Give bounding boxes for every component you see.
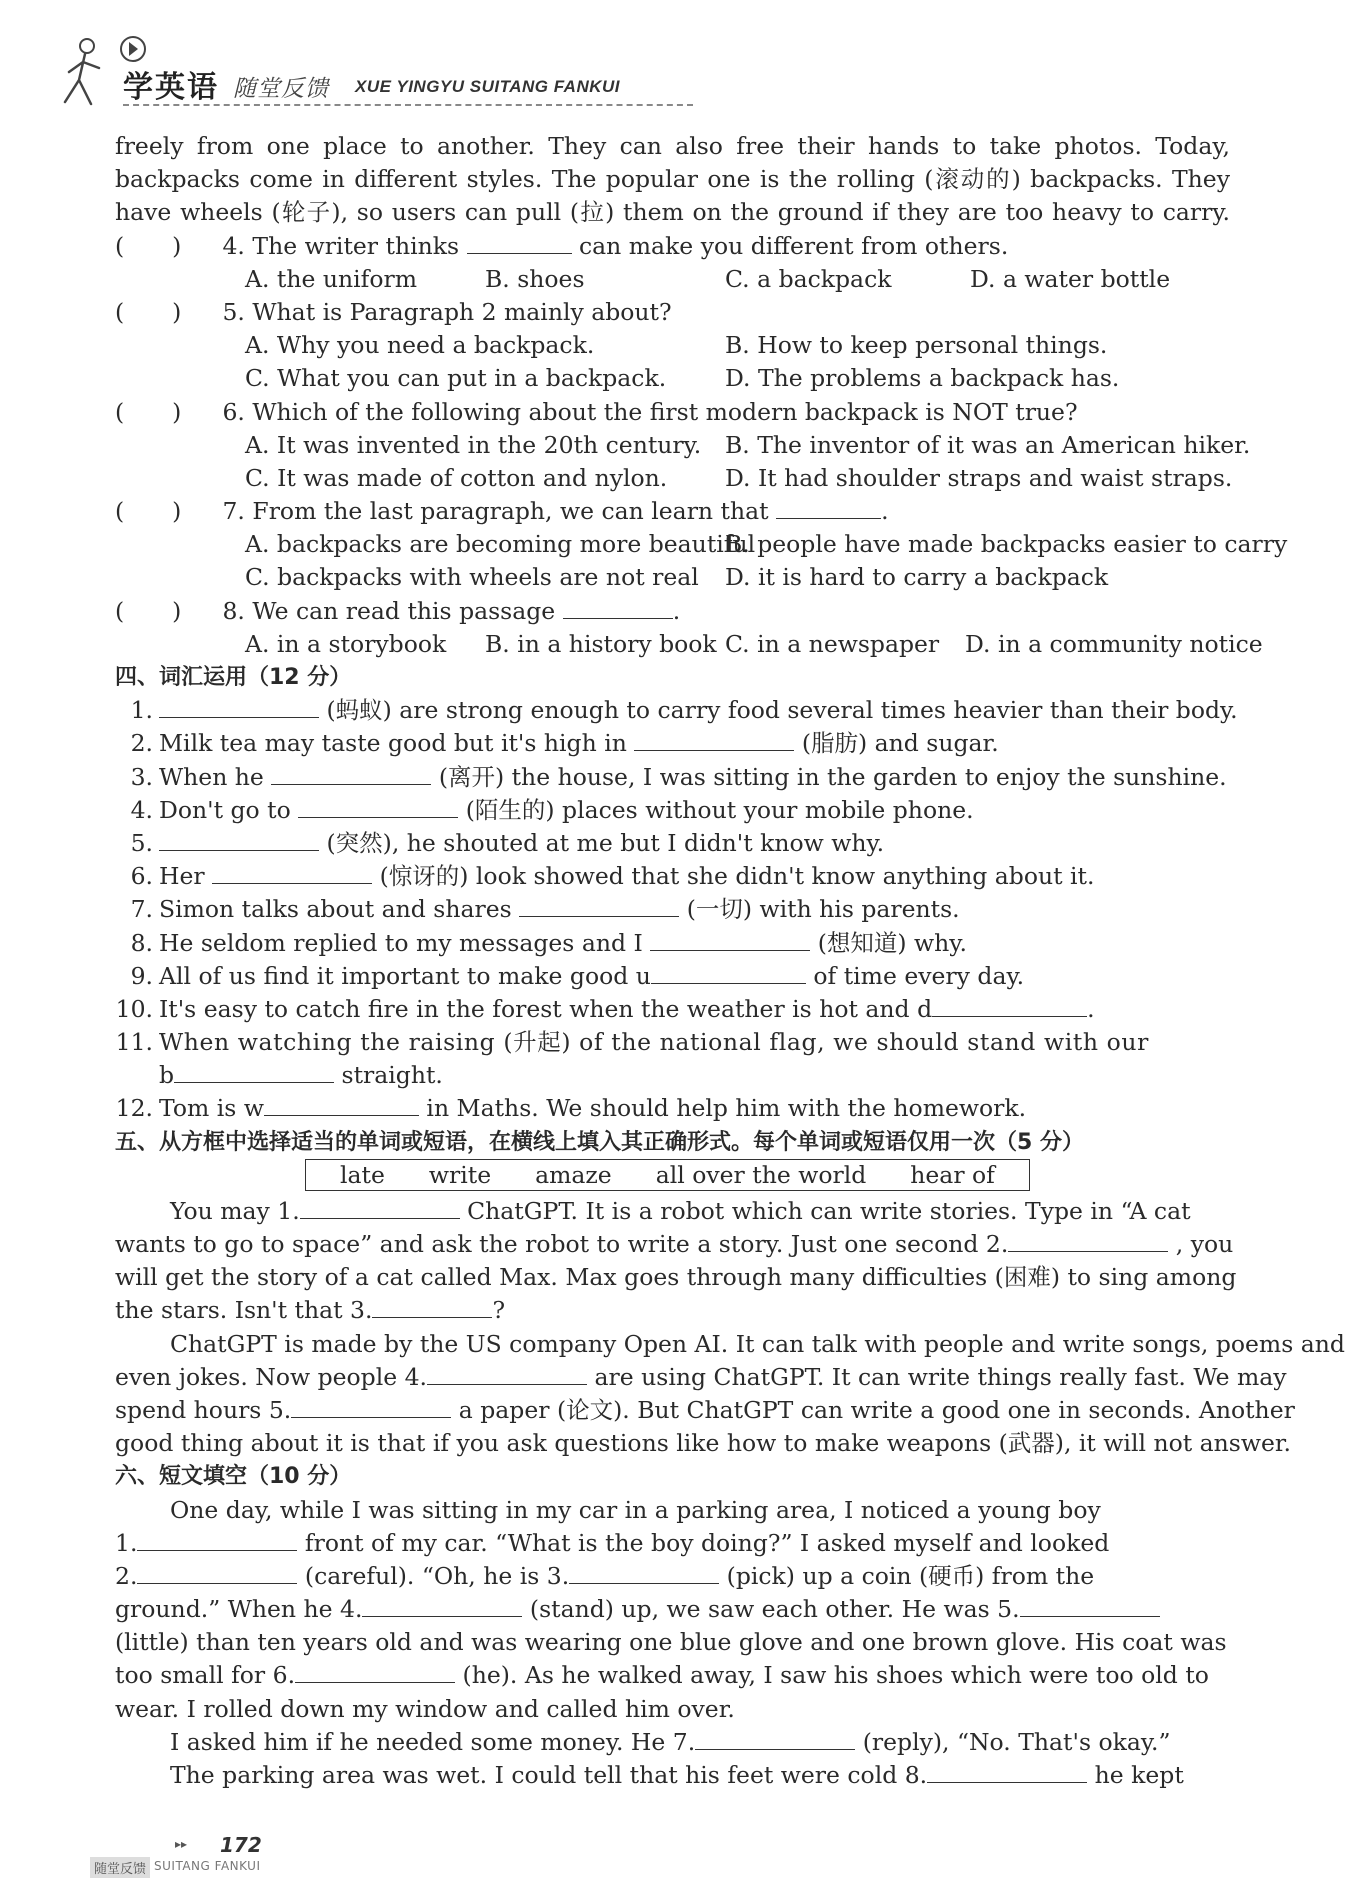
passage-line: (little) than ten years old and was wearing one blue glove and one brown glove. His coat was bbox=[115, 1628, 1227, 1657]
answer-blank[interactable] bbox=[174, 1060, 334, 1083]
question-number: 6. bbox=[222, 397, 245, 426]
vocab-item-9: 9. All of us find it important to make good u of time every day. bbox=[130, 961, 1025, 990]
passage-line: will get the story of a cat called Max. Max goes through many difficulties (困难) to sing among bbox=[115, 1263, 1237, 1292]
question-stem: We can read this passage bbox=[252, 596, 556, 625]
passage-line: freely from one place to another. They can also free their hands to take photos. Today, bbox=[115, 132, 1230, 160]
question-stem: From the last paragraph, we can learn that bbox=[252, 497, 769, 526]
option: A. backpacks are becoming more beautiful bbox=[245, 530, 756, 559]
page-number: 172 bbox=[220, 1833, 262, 1857]
answer-blank[interactable] bbox=[569, 1561, 719, 1584]
vocab-item-7: 7. Simon talks about and shares (一切) with his parents. bbox=[130, 895, 960, 924]
passage-line: wear. I rolled down my window and called him over. bbox=[115, 1694, 735, 1723]
word-box-item: hear of bbox=[910, 1160, 995, 1189]
question-7: ( ) 7. From the last paragraph, we can learn that . bbox=[115, 497, 889, 526]
vocab-item-12: 12. Tom is w in Maths. We should help him with the homework. bbox=[115, 1094, 1027, 1123]
options-row bbox=[115, 263, 1230, 296]
question-stem: Which of the following about the first modern backpack is NOT true? bbox=[252, 397, 1078, 426]
footer-tag: 随堂反馈 bbox=[90, 1857, 150, 1878]
answer-blank[interactable] bbox=[362, 1594, 522, 1617]
option: C. It was made of cotton and nylon. bbox=[245, 463, 668, 492]
question-number: 8. bbox=[222, 596, 245, 625]
word-box-item: write bbox=[428, 1160, 492, 1189]
answer-blank[interactable] bbox=[563, 596, 673, 619]
running-figure-icon bbox=[55, 32, 115, 122]
passage-line: You may 1. ChatGPT. It is a robot which can write stories. Type in “A cat bbox=[170, 1196, 1191, 1225]
passage-line: ground.” When he 4. (stand) up, we saw each other. He was 5. bbox=[115, 1593, 1230, 1626]
answer-blank[interactable] bbox=[776, 496, 881, 519]
page-content bbox=[115, 130, 1345, 1792]
passage-line: I asked him if he needed some money. He 7. (reply), “No. That's okay.” bbox=[170, 1727, 1171, 1756]
answer-blank[interactable] bbox=[159, 695, 319, 718]
answer-blank[interactable] bbox=[291, 1395, 451, 1418]
question-6: ( ) 6. Which of the following about the first modern backpack is NOT true? bbox=[115, 397, 1078, 426]
vocab-item-8: 8. He seldom replied to my messages and I (想知道) why. bbox=[130, 928, 967, 957]
option: D. a water bottle bbox=[970, 264, 1171, 293]
header-title: 学英语 bbox=[123, 70, 219, 105]
option: B. The inventor of it was an American hiker. bbox=[725, 430, 1251, 459]
word-box bbox=[305, 1159, 1030, 1191]
section-5-title: 五、从方框中选择适当的单词或短语，在横线上填入其正确形式。每个单词或短语仅用一次（5 分） bbox=[115, 1129, 1084, 1155]
passage-line: spend hours 5. a paper (论文). But ChatGPT can write a good one in seconds. Another bbox=[115, 1395, 1295, 1424]
header-roman: XUE YINGYU SUITANG FANKUI bbox=[355, 77, 621, 96]
page-header bbox=[55, 22, 655, 122]
question-stem: The writer thinks bbox=[252, 231, 460, 260]
answer-blank[interactable] bbox=[264, 1093, 419, 1116]
word-box-item: amaze bbox=[535, 1160, 612, 1189]
vocab-item-11: 11. When watching the raising (升起) of the national flag, we should stand with our bbox=[115, 1028, 1149, 1057]
vocab-item-4: 4. Don't go to (陌生的) places without your mobile phone. bbox=[130, 795, 974, 824]
answer-blank[interactable] bbox=[159, 828, 319, 851]
option: B. in a history book bbox=[485, 629, 717, 658]
option: C. a backpack bbox=[725, 264, 892, 293]
question-5: ( ) 5. What is Paragraph 2 mainly about? bbox=[115, 297, 672, 326]
option: D. it is hard to carry a backpack bbox=[725, 563, 1109, 592]
options-row bbox=[115, 462, 1233, 495]
passage-line: One day, while I was sitting in my car in a parking area, I noticed a young boy bbox=[170, 1495, 1101, 1524]
answer-blank[interactable] bbox=[695, 1727, 855, 1750]
vocab-item-3: 3. When he (离开) the house, I was sitting in the garden to enjoy the sunshine. bbox=[130, 762, 1227, 791]
vocab-item-10: 10. It's easy to catch fire in the forest when the weather is hot and d . bbox=[115, 994, 1095, 1023]
option: A. in a storybook bbox=[245, 629, 447, 658]
answer-blank[interactable] bbox=[298, 795, 458, 818]
passage-line: ChatGPT is made by the US company Open AI. It can talk with people and write songs, poems and bbox=[170, 1329, 1345, 1358]
option: A. Why you need a backpack. bbox=[245, 331, 595, 360]
answer-blank[interactable] bbox=[427, 1362, 587, 1385]
passage-line: 1. front of my car. “What is the boy doing?” I asked myself and looked bbox=[115, 1528, 1110, 1557]
option: C. in a newspaper bbox=[725, 629, 940, 658]
page-footer bbox=[90, 1825, 390, 1875]
answer-blank[interactable] bbox=[927, 1760, 1087, 1783]
answer-blank[interactable] bbox=[932, 994, 1087, 1017]
answer-blank[interactable] bbox=[271, 762, 431, 785]
vocab-item-2: 2. Milk tea may taste good but it's high in (脂肪) and sugar. bbox=[130, 729, 999, 758]
answer-blank[interactable] bbox=[650, 928, 810, 951]
word-box-item: late bbox=[340, 1160, 385, 1189]
options-row bbox=[115, 329, 1230, 362]
passage-line: good thing about it is that if you ask questions like how to make weapons (武器), it will not answer. bbox=[115, 1429, 1291, 1458]
passage-line: even jokes. Now people 4. are using ChatGPT. It can write things really fast. We may bbox=[115, 1362, 1287, 1391]
answer-blank[interactable] bbox=[519, 894, 679, 917]
passage-line: have wheels (轮子), so users can pull (拉) them on the ground if they are too heavy to carry. bbox=[115, 198, 1230, 227]
answer-blank[interactable] bbox=[295, 1660, 455, 1683]
answer-blank[interactable] bbox=[634, 728, 794, 751]
word-box-row bbox=[115, 1159, 1230, 1195]
option: D. The problems a backpack has. bbox=[725, 364, 1120, 393]
option: C. backpacks with wheels are not real bbox=[245, 563, 699, 592]
header-subtitle: 随堂反馈 bbox=[233, 76, 329, 102]
vocab-item-5: 5. (突然), he shouted at me but I didn't know why. bbox=[130, 828, 885, 857]
vocab-item-6: 6. Her (惊讶的) look showed that she didn't know anything about it. bbox=[130, 862, 1095, 891]
option: A. the uniform bbox=[245, 264, 418, 293]
answer-blank[interactable] bbox=[372, 1295, 492, 1318]
answer-blank[interactable] bbox=[137, 1528, 297, 1551]
question-stem: What is Paragraph 2 mainly about? bbox=[252, 297, 672, 326]
options-row bbox=[115, 561, 1230, 594]
vocab-item-11-cont: b straight. bbox=[159, 1061, 443, 1090]
question-4: ( ) 4. The writer thinks can make you different from others. bbox=[115, 231, 1009, 260]
option: D. It had shoulder straps and waist straps. bbox=[725, 463, 1233, 492]
answer-blank[interactable] bbox=[1008, 1229, 1168, 1252]
word-box-item: all over the world bbox=[655, 1160, 867, 1189]
passage-line: wants to go to space” and ask the robot to write a story. Just one second 2. , you bbox=[115, 1230, 1234, 1258]
passage-line: 2. (careful). “Oh, he is 3. (pick) up a coin (硬币) from the bbox=[115, 1561, 1095, 1590]
passage-line: the stars. Isn't that 3. ? bbox=[115, 1296, 506, 1325]
passage-line: too small for 6. (he). As he walked away, I saw his shoes which were too old to bbox=[115, 1661, 1209, 1690]
options-row bbox=[115, 528, 1288, 561]
options-row bbox=[115, 429, 1251, 462]
section-4-title: 四、词汇运用（12 分） bbox=[115, 665, 352, 690]
options-row bbox=[115, 628, 1263, 661]
question-stem: can make you different from others. bbox=[579, 231, 1009, 260]
option: B. people have made backpacks easier to carry bbox=[725, 530, 1288, 559]
question-number: 5. bbox=[222, 297, 245, 326]
arrows-icon: ▸▸ bbox=[175, 1837, 188, 1851]
option: D. in a community notice bbox=[965, 629, 1263, 658]
option: B. How to keep personal things. bbox=[725, 331, 1108, 360]
option: A. It was invented in the 20th century. bbox=[245, 430, 702, 459]
section-6-title: 六、短文填空（10 分） bbox=[115, 1464, 352, 1490]
play-icon bbox=[120, 36, 146, 62]
question-number: 4. bbox=[222, 231, 245, 260]
vocab-item-1: 1. (蚂蚁) are strong enough to carry food several times heavier than their body. bbox=[130, 696, 1238, 725]
answer-blank[interactable] bbox=[212, 861, 372, 884]
answer-blank[interactable] bbox=[1020, 1594, 1160, 1617]
passage-line: backpacks come in different styles. The popular one is the rolling (滚动的) backpacks. They bbox=[115, 165, 1230, 194]
options-row bbox=[115, 362, 1230, 395]
passage-line: The parking area was wet. I could tell that his feet were cold 8. he kept bbox=[170, 1761, 1184, 1789]
option: B. shoes bbox=[485, 264, 585, 293]
question-number: 7. bbox=[222, 497, 245, 526]
answer-blank[interactable] bbox=[300, 1196, 460, 1219]
header-divider bbox=[123, 104, 693, 106]
option: C. What you can put in a backpack. bbox=[245, 364, 667, 393]
answer-blank[interactable] bbox=[651, 961, 806, 984]
answer-blank[interactable] bbox=[467, 231, 572, 254]
footer-tag-roman: SUITANG FANKUI bbox=[154, 1859, 261, 1873]
question-8: ( ) 8. We can read this passage . bbox=[115, 596, 681, 625]
answer-blank[interactable] bbox=[137, 1561, 297, 1584]
